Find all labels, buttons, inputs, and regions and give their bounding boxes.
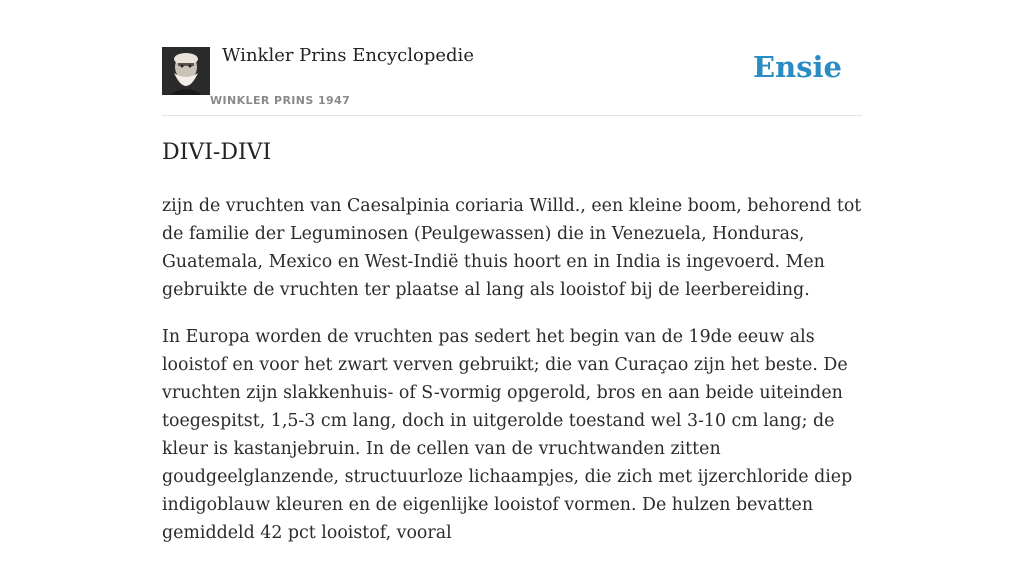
- content-container: [162, 0, 862, 543]
- source-title[interactable]: Winkler Prins Encyclopedie: [222, 45, 474, 66]
- brand-logo[interactable]: Ensie: [753, 50, 842, 84]
- avatar[interactable]: [162, 47, 210, 95]
- article-paragraph: In Europa worden de vruchten pas sedert het begin van de 19de eeuw als looistof en voor het zwart verven gebruikt; die van Curaçao zijn het beste. De vruchten zijn slakkenhuis- of S-vormig opgerold, bros en aan beide uiteinden toegespitst, 1,5-3 cm lang, doch in uitgerolde toestand wel 3-10 cm lang; de kleur is kastanjebruin. In de cellen van de vruchtwanden zitten goudgeelglanzende, structuurloze lichaampjes, die zich met ijzerchloride diep indigoblauw kleuren en de eigenlijke looistof vormen. De hulzen bevatten gemiddeld 42 pct looistof, vooral: [162, 327, 853, 543]
- bearded-man-portrait-icon: [162, 47, 210, 95]
- source-subtitle[interactable]: WINKLER PRINS 1947: [210, 94, 351, 107]
- header: [162, 0, 862, 116]
- article-body: [162, 192, 862, 566]
- article-title: DIVI-DIVI: [162, 140, 272, 165]
- article-paragraph: zijn de vruchten van Caesalpinia coriaria Willd., een kleine boom, behorend tot de familie der Leguminosen (Peulgewassen) die in Venezuela, Honduras, Guatemala, Mexico en West-Indië thuis hoort en in India is ingevoerd. Men gebruikte de vruchten ter plaatse al lang als looistof bij de leerbereiding.: [162, 196, 862, 300]
